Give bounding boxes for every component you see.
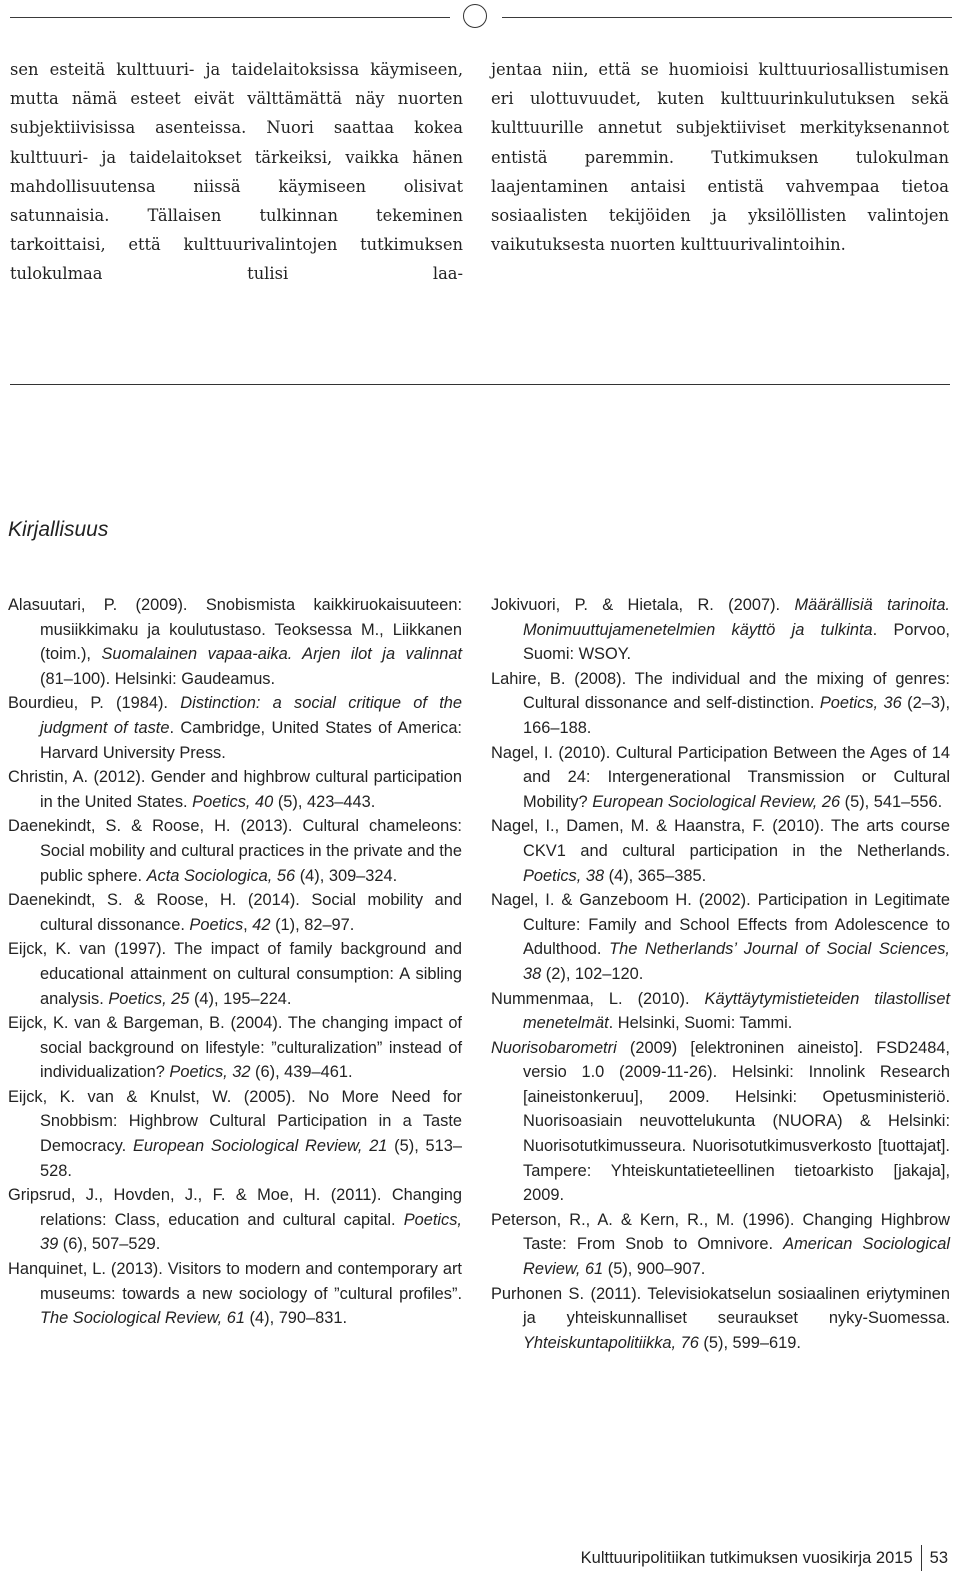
reference-text: (4), 195–224. xyxy=(189,989,292,1008)
reference-text: (5), 541–556. xyxy=(840,792,943,811)
body-text-right-column xyxy=(491,55,949,259)
reference-text: Alasuutari, P. (2009). Snobismista kaikkiruokaisuuteen: musiikkimaku ja koulutustaso. Teoksessa M., Liikkanen (toim.), xyxy=(8,596,462,664)
reference-title-italic: Poetics, 40 xyxy=(192,792,274,811)
reference-text: . Porvoo, Suomi: WSOY. xyxy=(523,620,950,664)
reference-title-italic: American Sociological Review, 61 xyxy=(523,1235,950,1279)
reference-text: Hanquinet, L. (2013). Visitors to modern and contemporary art museums: towards a new sociology of ”cultural profiles”. xyxy=(8,1260,462,1303)
reference-text: Peterson, R., A. & Kern, R., M. (1996). Changing Highbrow Taste: From Snob to Omnivore. xyxy=(491,1210,950,1254)
reference-title-italic: European Sociological Review, 26 xyxy=(592,792,841,811)
references-heading: Kirjallisuus xyxy=(8,518,109,541)
reference-title-italic: Nuorisobarometri xyxy=(491,1038,617,1057)
reference-text: (2009) [elektroninen aineisto]. FSD2484, versio 1.0 (2009-11-26). Helsinki: Innolink Research [aineistonkeruu], 2009. Helsinki: Opetusministeriö. Nuorisoasiain neuvottelukunta (NUORA) & Helsinki: Nuorisotutkimusseura. Nuorisotutkimusverkosto [tuottajat]. Tampere: Yhteiskuntatieteellinen tietoarkisto [jakaja], 2009. xyxy=(523,1038,950,1205)
reference-entry xyxy=(8,888,462,937)
references-list-left xyxy=(8,593,462,1331)
reference-text: (4), 309–324. xyxy=(295,866,398,885)
reference-entry xyxy=(8,765,462,814)
reference-text: (4), 790–831. xyxy=(245,1309,348,1328)
reference-entry xyxy=(8,691,462,765)
reference-text: (5), 423–443. xyxy=(273,792,376,811)
reference-entry xyxy=(491,1208,950,1282)
reference-title-italic: Acta Sociologica, 56 xyxy=(146,866,296,885)
body-text-left-column xyxy=(10,55,463,289)
reference-entry xyxy=(491,1036,950,1208)
reference-title-italic: Poetics, 39 xyxy=(40,1210,462,1254)
reference-entry xyxy=(8,1257,462,1331)
reference-text: Purhonen S. (2011). Televisiokatselun sosiaalinen eriytyminen ja yhteiskunnalliset seuraukset nyky-Suomessa. xyxy=(491,1284,950,1328)
body-paragraph-left: sen esteitä kulttuuri- ja taidelaitoksissa käymiseen, mutta nämä esteet eivät välttämättä näy nuorten subjektiivisissa asenteissa. Nuori saattaa kokea kulttuuri- ja taidelaitokset tärkeiksi, vaikka hänen mahdollisuutensa niissä käymiseen olisivat satunnaisia. Tällaisen tulkinnan tekeminen tarkoittaisi, että kulttuurivalintojen tutkimuksen tulokulmaa tulisi laa- xyxy=(10,60,463,284)
reference-entry xyxy=(8,1085,462,1183)
reference-text: Eijck, K. van & Bargeman, B. (2004). The changing impact of social background on lifestyle: ”culturalization” instead of individualization? xyxy=(8,1014,462,1082)
reference-entry xyxy=(8,593,462,691)
reference-title-italic: 42 xyxy=(252,915,271,934)
reference-text: (2–3), 166–188. xyxy=(523,694,950,737)
reference-text: Nagel, I., Damen, M. & Haanstra, F. (2010). The arts course CKV1 and cultural participation in the Netherlands. xyxy=(491,817,950,860)
reference-text: Eijck, K. van & Knulst, W. (2005). No More Need for Snobbism: Highbrow Cultural Participation in a Taste Democracy. xyxy=(8,1087,462,1156)
reference-text: . Cambridge, United States of America: Harvard University Press. xyxy=(40,718,462,762)
reference-text: (1), 82–97. xyxy=(270,915,355,934)
reference-title-italic: Distinction: a social critique of the judgment of taste xyxy=(40,694,462,737)
reference-entry xyxy=(491,593,950,667)
reference-text: Jokivuori, P. & Hietala, R. (2007). xyxy=(491,596,795,614)
reference-entry xyxy=(8,1183,462,1257)
reference-title-italic: Poetics, 38 xyxy=(523,866,605,885)
footer-publication-title: Kulttuuripolitiikan tutkimuksen vuosikirja 2015 xyxy=(580,1548,913,1567)
reference-text: , xyxy=(243,915,253,934)
reference-text: (6), 439–461. xyxy=(250,1063,353,1082)
page-footer xyxy=(581,1545,948,1571)
header-circle-ornament xyxy=(463,4,487,28)
header-rule-right xyxy=(502,17,952,18)
reference-title-italic: Poetics, 25 xyxy=(108,989,190,1008)
reference-title-italic: The Sociological Review, 61 xyxy=(40,1309,245,1328)
reference-text: . Helsinki, Suomi: Tammi. xyxy=(608,1014,793,1033)
reference-title-italic: Suomalainen vapaa-aika. Arjen ilot ja valinnat xyxy=(101,645,463,664)
reference-text: (4), 365–385. xyxy=(604,866,707,885)
reference-entry xyxy=(491,1282,950,1356)
reference-text: (5), 513–528. xyxy=(40,1137,462,1180)
reference-entry xyxy=(8,1011,462,1085)
reference-text: Daenekindt, S. & Roose, H. (2014). Social mobility and cultural dissonance. xyxy=(8,891,462,934)
reference-text: Gripsrud, J., Hovden, J., F. & Moe, H. (2011). Changing relations: Class, education and cultural capital. xyxy=(8,1186,462,1229)
page-number: 53 xyxy=(929,1548,948,1567)
reference-entry xyxy=(491,667,950,741)
reference-title-italic: Käyttäytymistieteiden tilastolliset menetelmät xyxy=(523,989,951,1033)
reference-entry xyxy=(8,937,462,1011)
reference-text: Nagel, I. & Ganzeboom H. (2002). Participation in Legitimate Culture: Family and School Effects from Adolescence to Adulthood. xyxy=(491,891,950,959)
reference-text: Lahire, B. (2008). The individual and the mixing of genres: Cultural dissonance and self-distinction. xyxy=(491,669,950,713)
reference-text: (5), 599–619. xyxy=(698,1333,801,1352)
reference-text: Daenekindt, S. & Roose, H. (2013). Cultural chameleons: Social mobility and cultural practices in the private and the public sphere. xyxy=(8,817,462,885)
reference-title-italic: Poetics, 36 xyxy=(819,694,902,713)
reference-entry xyxy=(8,814,462,888)
reference-entry xyxy=(491,888,950,986)
section-divider xyxy=(10,384,950,385)
reference-title-italic: Yhteiskuntapolitiikka, 76 xyxy=(523,1333,699,1352)
body-paragraph-right: jentaa niin, että se huomioisi kulttuuriosallistumisen eri ulottuvuudet, kuten kulttuurinkulutuksen sekä kulttuurille annetut subjektiiviset merkityksenannot entistä paremmin. Tutkimuksen tulokulman laajentaminen antaisi entistä vahvempaa tietoa sosiaalisten tekijöiden ja yksilöllisten valintojen vaikutuksesta nuorten kulttuurivalintoihin. xyxy=(491,60,949,255)
reference-title-italic: The Netherlands’ Journal of Social Sciences, 38 xyxy=(523,940,950,983)
header-rule-left xyxy=(10,17,450,18)
reference-text: Nagel, I. (2010). Cultural Participation Between the Ages of 14 and 24: Intergenerational Transmission or Cultural Mobility? xyxy=(491,743,950,811)
footer-separator xyxy=(921,1545,922,1571)
reference-text: Eijck, K. van (1997). The impact of family background and educational attainment on cultural consumption: A sibling analysis. xyxy=(8,940,462,1008)
reference-text: (6), 507–529. xyxy=(58,1235,161,1254)
references-list-right xyxy=(491,593,950,1355)
reference-title-italic: Määrällisiä tarinoita. Monimuuttujamenetelmien käyttö ja tulkinta xyxy=(523,596,950,639)
reference-title-italic: European Sociological Review, 21 xyxy=(132,1137,388,1156)
reference-text: (5), 900–907. xyxy=(603,1260,706,1279)
reference-entry xyxy=(491,814,950,888)
reference-entry xyxy=(491,987,950,1036)
reference-text: Nummenmaa, L. (2010). xyxy=(491,989,705,1008)
reference-title-italic: Poetics, 32 xyxy=(169,1063,251,1082)
reference-text: (81–100). Helsinki: Gaudeamus. xyxy=(40,669,276,688)
reference-text: (2), 102–120. xyxy=(541,964,644,983)
reference-title-italic: Poetics xyxy=(189,915,244,934)
reference-text: Bourdieu, P. (1984). xyxy=(8,694,181,713)
reference-text: Christin, A. (2012). Gender and highbrow cultural participation in the United States. xyxy=(8,768,462,811)
reference-entry xyxy=(491,741,950,815)
